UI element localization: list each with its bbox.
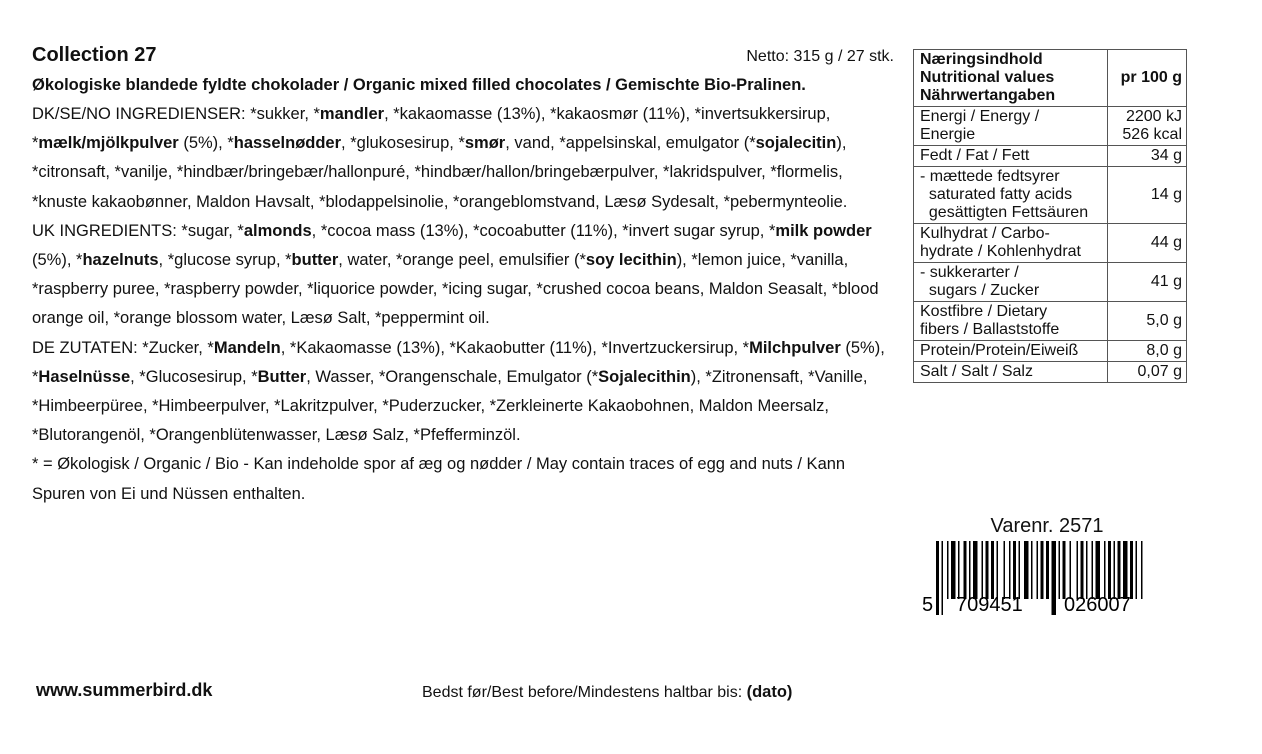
ingredient-text: ), *lemon juice, *vanilla, *raspberry puree, *raspberry powder, *liquorice powder, *icing sugar, *crushed cocoa beans, Maldon Seasalt, *blood orange oil, *orange blossom water, Læsø Salt, *peppermint oil. <box>32 251 879 328</box>
nutrition-label-line: Energi / Energy / <box>920 108 1040 125</box>
barcode-bar <box>982 541 984 599</box>
barcode-bar <box>1019 541 1021 599</box>
allergen: butter <box>291 251 339 270</box>
product-title: Collection 27 <box>32 44 157 66</box>
barcode-bar <box>1130 541 1133 599</box>
barcode-icon <box>922 541 1184 617</box>
barcode-bar <box>1114 541 1116 599</box>
nutrition-header-de: Nährwertangaben <box>920 87 1056 104</box>
barcode-bar <box>1031 541 1033 599</box>
ingredient-text: ), *citronsaft, *vanilje, *hindbær/bringebær/hallonpuré, *hindbær/hallon/bringebærpulver, *lakridspulver, *flormelis, *knuste kakaobønner, Maldon Havsalt, *blodappelsinolie, *orangeblomstvand, Læsø Sydesalt, *pebermynteolie. <box>32 134 848 211</box>
barcode-bar <box>1052 541 1057 615</box>
barcode-bar <box>936 541 939 615</box>
nutrition-label-line: fibers / Ballaststoffe <box>920 321 1060 338</box>
nutrition-label-line: gesättigten Fettsäuren <box>920 204 1089 221</box>
barcode-bar <box>1009 541 1011 599</box>
net-weight: Netto: 315 g / 27 stk. <box>746 48 894 65</box>
ingredient-text: (5%), * <box>32 251 83 270</box>
barcode-bar <box>1086 541 1088 599</box>
nutrition-value <box>1108 107 1187 146</box>
nutrition-label-line: - sukkerarter / <box>920 264 1019 281</box>
nutrition-value <box>1108 167 1187 224</box>
barcode-bar <box>986 541 989 599</box>
barcode-bar <box>997 541 999 599</box>
nutrition-label-line: saturated fatty acids <box>920 186 1073 203</box>
nutrition-value-line: 41 g <box>1150 273 1182 290</box>
nutrition-value-line: 8,0 g <box>1146 342 1182 359</box>
barcode-bar <box>1070 541 1072 599</box>
allergen: milk powder <box>775 221 872 240</box>
nutrition-label <box>914 362 1108 383</box>
nutrition-label <box>914 302 1108 341</box>
product-subtitle: Økologiske blandede fyldte chokolader / Organic mixed filled chocolates / Gemischte Bio-Pralinen. <box>32 76 806 94</box>
nutrition-row <box>914 263 1187 302</box>
ingredient-text: (5%), * <box>178 134 234 153</box>
ingredient-text: DK/SE/NO INGREDIENSER: *sukker, * <box>32 105 320 123</box>
nutrition-value-line: 5,0 g <box>1146 312 1182 329</box>
nutrition-value-line: 44 g <box>1150 234 1182 251</box>
barcode-bar <box>1059 541 1061 599</box>
allergen: Butter <box>257 367 307 386</box>
barcode-bar <box>1141 541 1143 599</box>
barcode-bar <box>973 541 978 599</box>
barcode-bar <box>1092 541 1094 599</box>
best-before-label: Bedst før/Best before/Mindestens haltbar bis: <box>422 684 747 701</box>
nutrition-header-da: Næringsindhold <box>920 51 1043 68</box>
nutrition-label-line: Kulhydrat / Carbo- <box>920 225 1050 242</box>
barcode-bar <box>942 541 944 615</box>
allergen: Mandeln <box>213 338 281 357</box>
nutrition-label <box>914 167 1108 224</box>
ingredient-text: , *Glucosesirup, * <box>130 367 258 386</box>
nutrition-table <box>913 49 1187 383</box>
barcode-bar <box>1118 541 1121 599</box>
barcode-bar <box>969 541 971 599</box>
item-number: Varenr. 2571 <box>990 515 1104 537</box>
ingredient-text: ), *Zitronensaft, *Vanille, *Himbeerpüree, *Himbeerpulver, *Lakritzpulver, *Puderzucker, *Zerkleinerte Kakaobohnen, Maldon Meersalz, *Blutorangenöl, *Orangenblütenwasser, Læsø Salz, *Pfefferminzöl. <box>32 367 868 445</box>
barcode-bar <box>1013 541 1016 599</box>
nutrition-label-line: Kostfibre / Dietary <box>920 303 1048 320</box>
nutrition-row <box>914 146 1187 167</box>
best-before-date: (dato) <box>746 683 793 701</box>
nutrition-label <box>914 146 1108 167</box>
organic-note: * = Økologisk / Organic / Bio - Kan indeholde spor af æg og nødder / May contain traces of egg and nuts / Kann Spuren von Ei und Nüssen enthalten. <box>32 455 846 503</box>
allergen: hazelnuts <box>82 251 159 270</box>
ingredients-uk <box>32 217 894 334</box>
nutrition-value-line: 526 kcal <box>1122 126 1182 143</box>
barcode-bar <box>1024 541 1029 599</box>
best-before <box>422 683 792 702</box>
nutrition-value <box>1108 362 1187 383</box>
allergen: almonds <box>243 221 312 240</box>
nutrition-row <box>914 341 1187 362</box>
nutrition-row <box>914 362 1187 383</box>
nutrition-label-line: sugars / Zucker <box>920 282 1040 299</box>
ingredient-text: , *glucose syrup, * <box>158 251 292 270</box>
ingredients-block <box>32 100 894 509</box>
barcode-bar <box>1081 541 1084 599</box>
nutrition-label-line: Salt / Salt / Salz <box>920 363 1033 380</box>
nutrition-value <box>1108 263 1187 302</box>
allergen: Haselnüsse <box>38 367 131 386</box>
nutrition-label <box>914 341 1108 362</box>
barcode-bar <box>951 541 956 599</box>
barcode-bar <box>1104 541 1106 599</box>
ingredients-de <box>32 334 894 451</box>
nutrition-row <box>914 224 1187 263</box>
allergen: hasselnødder <box>233 134 342 153</box>
title-row <box>32 44 894 72</box>
nutrition-value-line: 0,07 g <box>1137 363 1182 380</box>
nutrition-label-line: hydrate / Kohlenhydrat <box>920 243 1081 260</box>
barcode-block <box>922 515 1192 615</box>
nutrition-label <box>914 263 1108 302</box>
barcode-bar <box>1123 541 1128 599</box>
nutrition-value <box>1108 224 1187 263</box>
nutrition-label <box>914 107 1108 146</box>
allergen: mandler <box>319 105 385 123</box>
nutrition-value-line: 2200 kJ <box>1125 108 1182 125</box>
barcode-digit-first: 5 <box>922 594 934 616</box>
ingredient-text: , *Kakaomasse (13%), *Kakaobutter (11%), *Invertzuckersirup, * <box>280 338 750 357</box>
allergen: mælk/mjölkpulver <box>38 134 179 153</box>
nutrition-row <box>914 107 1187 146</box>
nutrition-label <box>914 224 1108 263</box>
ingredient-text: , water, *orange peel, emulsifier (* <box>338 251 586 270</box>
barcode-bar <box>1004 541 1006 599</box>
ingredient-text: (5%), * <box>32 338 885 386</box>
ingredient-text: , Wasser, *Orangenschale, Emulgator (* <box>306 367 599 386</box>
allergen: Milchpulver <box>749 338 841 357</box>
allergen: smør <box>464 134 506 153</box>
allergen: sojalecitin <box>755 134 837 153</box>
nutrition-label-line: Protein/Protein/Eiweiß <box>920 342 1079 359</box>
ingredients-dk <box>32 100 894 217</box>
nutrition-row <box>914 302 1187 341</box>
nutrition-label-line: Fedt / Fat / Fett <box>920 147 1030 164</box>
website-link[interactable]: www.summerbird.dk <box>36 680 213 700</box>
nutrition-header <box>914 50 1187 107</box>
product-label <box>32 44 894 509</box>
nutrition-row <box>914 167 1187 224</box>
nutrition-value-line: 34 g <box>1150 147 1182 164</box>
barcode-bar <box>958 541 960 599</box>
barcode-bar <box>1077 541 1079 599</box>
barcode-group-right: 026007 <box>1064 594 1131 616</box>
allergen: Sojalecithin <box>598 367 691 386</box>
barcode-bar <box>964 541 967 599</box>
nutrition-label-line: - mættede fedtsyrer <box>920 168 1060 185</box>
ingredient-text: DE ZUTATEN: *Zucker, * <box>32 338 214 357</box>
nutrition-rows <box>914 107 1187 383</box>
nutrition-value <box>1108 302 1187 341</box>
nutrition-header-en: Nutritional values <box>920 69 1055 86</box>
nutrition-per-100g: pr 100 g <box>1108 50 1187 107</box>
nutrition-label-line: Energie <box>920 126 976 143</box>
ingredient-text: , *cocoa mass (13%), *cocoabutter (11%), *invert sugar syrup, * <box>311 221 776 240</box>
nutrition-header-labels <box>914 50 1108 107</box>
allergen: soy lecithin <box>585 251 677 270</box>
barcode-bar <box>1041 541 1044 599</box>
nutrition-value <box>1108 146 1187 167</box>
barcode-bar <box>1063 541 1066 599</box>
barcode-bar <box>947 541 949 599</box>
barcode-bar <box>1108 541 1111 599</box>
nutrition-value-line: 14 g <box>1150 186 1182 203</box>
ingredient-text: , *kakaomasse (13%), *kakaosmør (11%), *invertsukkersirup, * <box>32 105 831 153</box>
barcode-bar <box>1136 541 1138 599</box>
barcode-group-left: 709451 <box>956 594 1023 616</box>
barcode-bar <box>1046 541 1049 599</box>
ingredient-text: , vand, *appelsinskal, emulgator (* <box>505 134 756 153</box>
barcode-bar <box>1037 541 1039 599</box>
nutrition-value <box>1108 341 1187 362</box>
barcode-bar <box>991 541 994 599</box>
ingredient-text: , *glukosesirup, * <box>341 134 465 153</box>
ingredient-text: UK INGREDIENTS: *sugar, * <box>32 221 244 240</box>
barcode-bar <box>1096 541 1101 599</box>
